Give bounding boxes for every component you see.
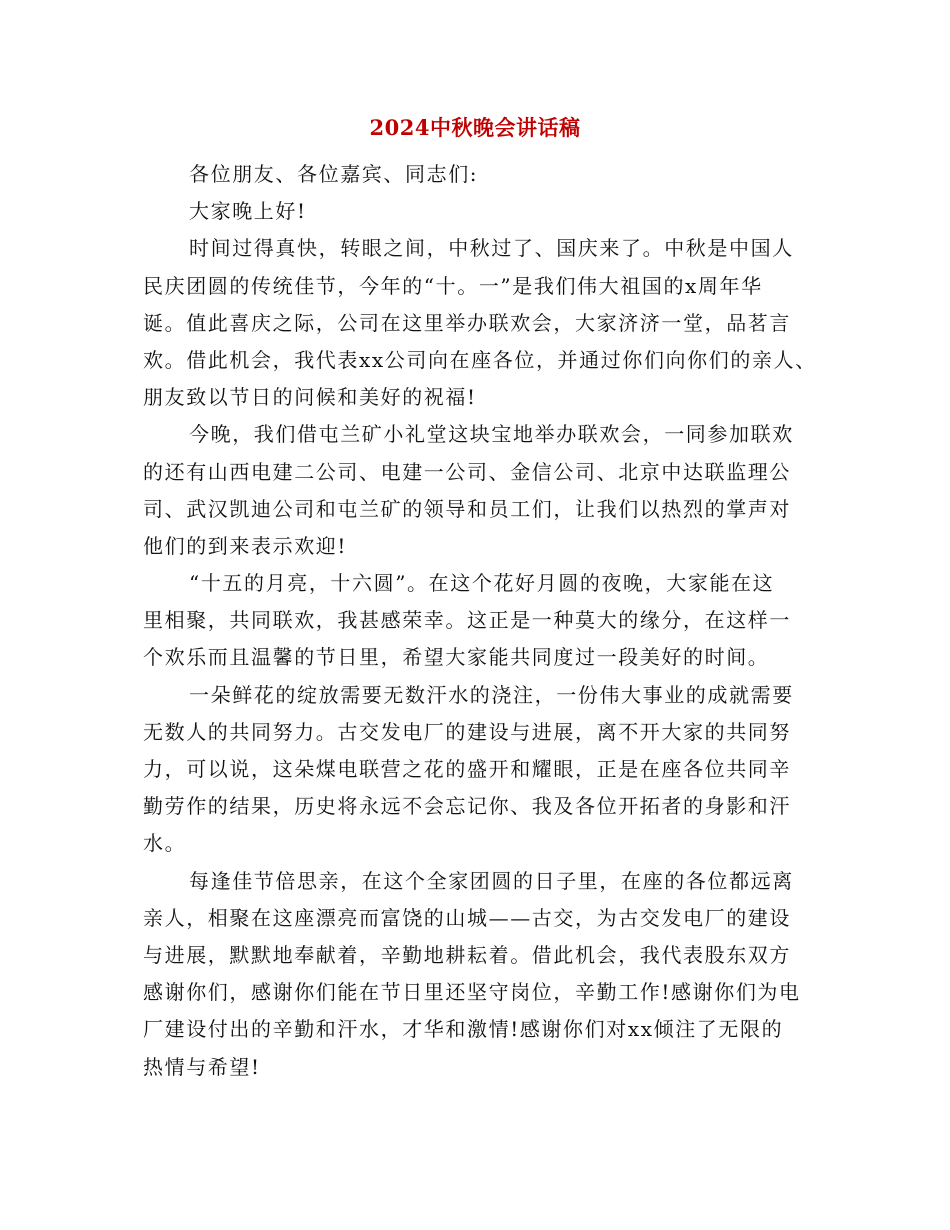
text-line: 每逢佳节倍思亲，在这个全家团圆的日子里，在座的各位都远离	[189, 868, 794, 893]
text-line: 厂建设付出的辛勤和汗水，才华和激情!感谢你们对xx倾注了无限的	[143, 1017, 784, 1042]
text-line: 各位朋友、各位嘉宾、同志们:	[189, 162, 479, 186]
text-line: 里相聚，共同联欢，我甚感荣幸。这正是一种莫大的缘分，在这样一	[143, 608, 791, 633]
text-line: 热情与希望!	[143, 1054, 261, 1079]
text-line: 个欢乐而且温馨的节日里，希望大家能共同度过一段美好的时间。	[143, 645, 770, 670]
text-line: 民庆团圆的传统佳节，今年的“十。一”是我们伟大祖国的x周年华	[143, 273, 763, 298]
text-line: 勤劳作的结果，历史将永远不会忘记你、我及各位开拓者的身影和汗	[143, 794, 791, 819]
text-line: 与进展，默默地奉献着，辛勤地耕耘着。借此机会，我代表股东双方	[143, 942, 791, 967]
text-line: 无数人的共同努力。古交发电厂的建设与进展，离不开大家的共同努	[143, 719, 791, 744]
text-line: 感谢你们，感谢你们能在节日里还坚守岗位，辛勤工作!感谢你们为电	[143, 980, 801, 1005]
text-line: 亲人，相聚在这座漂亮而富饶的山城——古交，为古交发电厂的建设	[143, 905, 791, 930]
text-line: 大家晚上好!	[189, 199, 307, 224]
text-line: 时间过得真快，转眼之间，中秋过了、国庆来了。中秋是中国人	[189, 236, 794, 261]
text-line: 水。	[143, 831, 187, 856]
document-title: 2024中秋晚会讲话稿	[369, 115, 581, 140]
text-line: 今晚，我们借屯兰矿小礼堂这块宝地举办联欢会，一同参加联欢	[189, 422, 794, 447]
text-line: 力，可以说，这朵煤电联营之花的盛开和耀眼，正是在座各位共同辛	[143, 757, 791, 781]
text-line: 的还有山西电建二公司、电建一公司、金信公司、北京中达联监理公	[143, 459, 791, 484]
text-line: 朋友致以节日的问候和美好的祝福!	[143, 385, 477, 410]
text-line: “十五的月亮，十六圆”。在这个花好月圆的夜晚，大家能在这	[189, 571, 775, 596]
text-line: 一朵鲜花的绽放需要无数汗水的浇注，一份伟大事业的成就需要	[189, 682, 794, 707]
text-line: 他们的到来表示欢迎!	[143, 533, 348, 558]
text-line: 诞。值此喜庆之际，公司在这里举办联欢会，大家济济一堂，品茗言	[143, 310, 791, 335]
document-body	[143, 156, 817, 1086]
text-line: 欢。借此机会，我代表xx公司向在座各位，并通过你们向你们的亲人、	[143, 347, 817, 372]
text-line: 司、武汉凯迪公司和屯兰矿的领导和员工们，让我们以热烈的掌声对	[143, 496, 791, 521]
